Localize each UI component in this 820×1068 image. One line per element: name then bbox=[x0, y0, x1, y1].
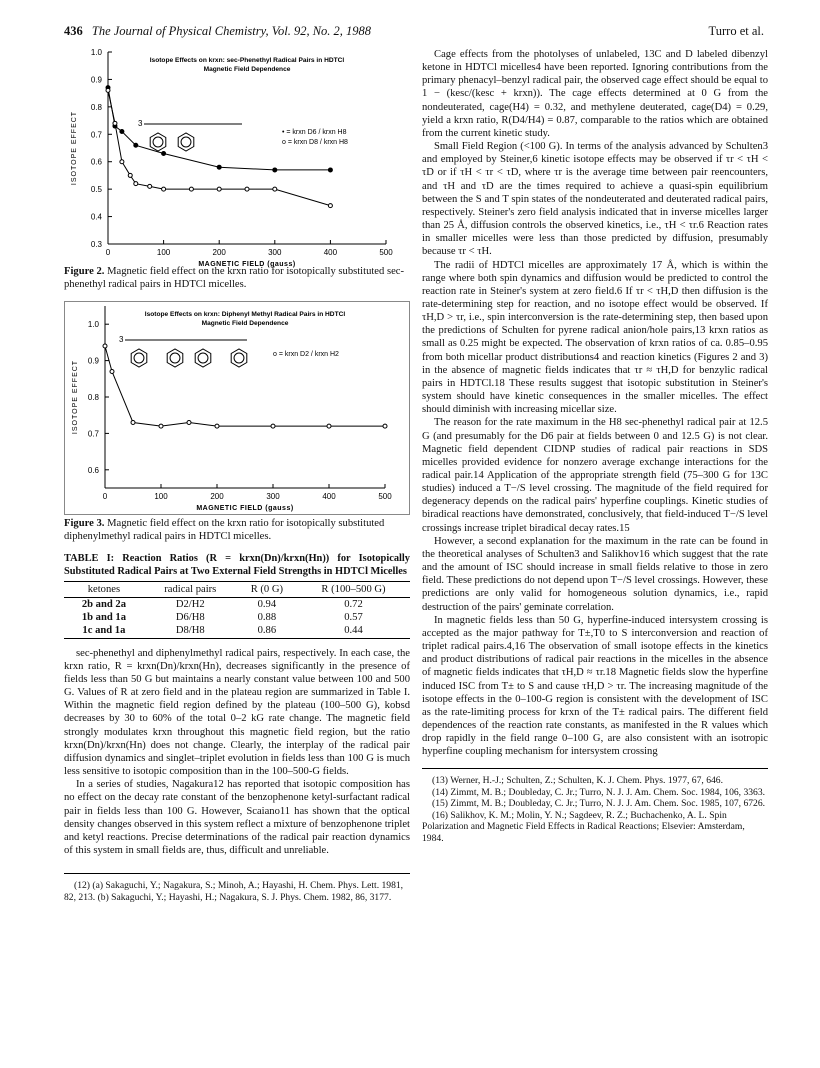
page-number: 436 bbox=[64, 24, 83, 38]
data-point bbox=[128, 173, 132, 177]
data-point bbox=[328, 204, 332, 208]
benzene-ring bbox=[167, 349, 183, 367]
footnote-1: (13) Werner, H.-J.; Schulten, Z.; Schulten, K. J. Chem. Phys. 1977, 67, 646. bbox=[432, 775, 723, 787]
x-tick-label: 500 bbox=[378, 492, 392, 501]
y-axis-label: ISOTOPE EFFECT bbox=[71, 110, 78, 186]
data-point bbox=[189, 187, 193, 191]
right-paragraph-3: The radii of HDTCl micelles are approximately 17 Å, which is within the range where both spin dynamics and diffusion would be predicted to control the reaction rate in Steiner's system at zero field.6 If τr < τH,D then diffusion is the rate-determining step for reaction, and no isotope effect would be observed. If τH,D > τr, i.e., spin interconversion is the rate-determining step, then based upon the predictions of Schulten for pyrene radical anion/hole pairs,13 krxn ratios as small as 0.25 might be expected. The observation of krxn ratios of ca. 0.85–0.95 from both micellar product distributions4 and reaction kinetics (Figures 2 and 3) in the absence of magnetic fields indicates that τr ≈ τH,D for benzylic radical pairs in HDTCl.18 These results suggest that isotopic substitution in Steiner's system should have kinetic consequences in the smaller micelles. The effect should diminish with increasing micellar size. bbox=[422, 259, 768, 416]
right-footnotes bbox=[422, 768, 768, 844]
table-title: TABLE I: Reaction Ratios (R = krxn(Dn)/krxn(Hn)) for Isotopically Substituted Radical Pairs at Two External Field Strengths in HDTCl Micelles bbox=[64, 553, 410, 577]
data-point bbox=[245, 187, 249, 191]
figure-3-caption-label: Figure 3. bbox=[64, 518, 105, 529]
benzene-ring bbox=[178, 133, 194, 151]
data-point bbox=[215, 424, 219, 428]
data-point bbox=[162, 151, 166, 155]
data-point bbox=[120, 160, 124, 164]
x-tick-label: 300 bbox=[266, 492, 280, 501]
table-cell: 0.44 bbox=[297, 624, 410, 638]
table-cell: D6/H8 bbox=[175, 612, 205, 624]
table-cell: 2b and 2a bbox=[81, 599, 126, 611]
data-point bbox=[134, 143, 138, 147]
data-point bbox=[159, 424, 163, 428]
legend-entry: • = krxn D6 / krxn H8 bbox=[282, 129, 347, 136]
legend-entry: o = krxn D8 / krxn H8 bbox=[282, 139, 348, 146]
x-tick-label: 0 bbox=[105, 248, 111, 257]
data-point bbox=[120, 130, 124, 134]
y-tick-label: 1.0 bbox=[90, 48, 102, 57]
y-tick-label: 0.8 bbox=[90, 102, 102, 112]
data-point bbox=[134, 182, 138, 186]
table-cell: 0.88 bbox=[257, 612, 277, 624]
data-point bbox=[110, 370, 114, 374]
figure-3-caption-text: Magnetic field effect on the krxn ratio for isotopically substituted diphenylmethyl radical pairs in HDTCl micelles. bbox=[64, 518, 385, 542]
table-cell: D8/H8 bbox=[144, 624, 237, 638]
right-paragraph-4: The reason for the rate maximum in the H8 sec-phenethyl radical pair at 12.5 G (and presumably for the D6 pair at fields between 0 and 12.5 G) is not clear. Magnetic field dependent CIDNP studies of radical pair reactions in SDS micelles provided evidence for nonzero average exchange interactions for the radical pair.14 Application of the appropriate strength field (75–300 G for 13C studies) induced a T−/S level crossing. The magnitude of the field required for degeneracy depends on the radical pairs' hyperfine couplings. Kinetic studies of biradical reactions have demonstrated, conclusively, that field-induced T−/S level crossings increase triplet biradical decay rates.15 bbox=[422, 417, 768, 534]
figure-2-caption-label: Figure 2. bbox=[64, 266, 105, 277]
chart-title: Isotope Effects on krxn: Diphenyl Methyl Radical Pairs in HDTCl bbox=[144, 311, 346, 318]
table-cell: 0.94 bbox=[257, 599, 277, 611]
table-cell: D2/H2 bbox=[175, 599, 205, 611]
benzene-ring bbox=[231, 349, 247, 367]
table-cell: 0.57 bbox=[344, 612, 363, 624]
data-point bbox=[217, 165, 221, 169]
y-tick-label: 0.5 bbox=[90, 185, 102, 195]
table-cell: 1c and 1a bbox=[64, 624, 144, 638]
benzene-ring bbox=[131, 349, 147, 367]
right-paragraph-2: Small Field Region (<100 G). In terms of the analysis advanced by Schulten3 and employed by Steiner,6 kinetic isotope effects may be observed if τr < τH < τD or if τH < τr < τD, where τr is the average time between pair reencounters, and τH and τD are the times required to achieve a quasi-spin equilibrium between the S and T spin states of the nondeuterated and deuterated radical pairs, respectively. Steiner's zero field analysis indicated that in inverse micelles larger than 25 Å, diffusion controls the observed kinetics, i.e., τH < τr.6 Reaction rates in smaller micelles were less than those predicted by diffusion, presumably because τr < τH. bbox=[422, 141, 768, 258]
benzene-inner-circle bbox=[198, 353, 208, 363]
table-cell: 0.86 bbox=[237, 624, 297, 638]
footnote-2: (14) Zimmt, M. B.; Doubleday, C. Jr.; Turro, N. J. J. Am. Chem. Soc. 1984, 106, 3363. bbox=[432, 786, 766, 798]
left-column bbox=[64, 48, 410, 903]
footnote-1: (12) (a) Sakaguchi, Y.; Nagakura, S.; Minoh, A.; Hayashi, H. Chem. Phys. Lett. 1981, 82, 213. (b) Sakaguchi, Y.; Hayashi, H.; Nagakura, S. J. Phys. Chem. 1982, 86, 3177. bbox=[64, 880, 404, 903]
benzene-ring bbox=[150, 133, 166, 151]
benzene-inner-circle bbox=[153, 137, 163, 147]
running-author: Turro et al. bbox=[708, 24, 764, 38]
chart-subtitle: Magnetic Field Dependence bbox=[201, 320, 289, 327]
right-column bbox=[422, 48, 768, 844]
data-point bbox=[131, 420, 135, 424]
structure-label: 3 bbox=[138, 119, 143, 128]
data-point bbox=[187, 420, 191, 424]
benzene-inner-circle bbox=[170, 353, 180, 363]
left-footnotes bbox=[64, 873, 410, 903]
table-header-4: R (100–500 G) bbox=[297, 582, 410, 598]
x-axis-label: MAGNETIC FIELD (gauss) bbox=[196, 505, 294, 512]
x-tick-label: 100 bbox=[156, 248, 171, 257]
figure-3-caption bbox=[64, 517, 410, 543]
left-body-text bbox=[64, 647, 410, 858]
data-point bbox=[327, 424, 331, 428]
figure-2-caption-text: Magnetic field effect on the krxn ratio for isotopically substituted sec-phenethyl radical pairs in HDTCl micelles. bbox=[64, 266, 405, 290]
right-paragraph-1: Cage effects from the photolyses of unlabeled, 13C and D labeled dibenzyl ketone in HDTCl micelles4 have been reported. Ignoring contributions from the primary phenacyl–benzyl radical pair, the observed cage effect should be equal to 1 − (kesc/(kesc + krxn)). The cage effects determined at 0 G from the nondeuterated, cage(H4) = 0.32, and methylene deuterated, cage(D4) = 0.29, yield a krxn ratio, R(D4/H4) = 0.87, comparable to the ratios which are obtained from the current kinetic study. bbox=[422, 49, 768, 139]
data-point bbox=[217, 187, 221, 191]
footnote-3: (15) Zimmt, M. B.; Doubleday, C. Jr.; Turro, N. J. J. Am. Chem. Soc. 1985, 107, 6726. bbox=[432, 798, 766, 810]
x-tick-label: 200 bbox=[212, 248, 226, 257]
legend-entry: o = krxn D2 / krxn H2 bbox=[273, 351, 339, 358]
table-header-1: ketones bbox=[64, 582, 144, 598]
x-tick-label: 200 bbox=[210, 492, 224, 501]
table-cell: 0.72 bbox=[344, 599, 363, 611]
table-header-3: R (0 G) bbox=[237, 582, 297, 598]
y-tick-label: 0.6 bbox=[90, 157, 102, 167]
data-point bbox=[273, 187, 277, 191]
data-point bbox=[103, 344, 107, 348]
table-cell: 1b and 1a bbox=[81, 612, 126, 624]
right-body-text bbox=[422, 48, 768, 758]
data-point bbox=[148, 184, 152, 188]
table-1 bbox=[64, 581, 410, 639]
data-point bbox=[328, 168, 332, 172]
benzene-ring bbox=[195, 349, 211, 367]
y-tick-label: 0.8 bbox=[87, 393, 99, 402]
figure-2-chart bbox=[64, 48, 410, 268]
x-tick-label: 0 bbox=[102, 492, 108, 501]
table-row bbox=[64, 598, 410, 612]
table-header-2: radical pairs bbox=[144, 582, 237, 598]
data-point bbox=[106, 88, 110, 92]
benzene-inner-circle bbox=[234, 353, 244, 363]
journal-title: The Journal of Physical Chemistry, Vol. 92, No. 2, 1988 bbox=[91, 24, 372, 38]
y-tick-label: 0.9 bbox=[87, 356, 99, 366]
structure-label: 3 bbox=[119, 335, 124, 344]
data-point bbox=[273, 168, 277, 172]
data-point bbox=[113, 121, 117, 125]
benzene-inner-circle bbox=[134, 353, 144, 363]
right-paragraph-5: However, a second explanation for the maximum in the rate can be found in the theoretical analyses of Schulten3 and Salikhov16 which suggest that the rate and the amount of ISC should increase in small fields relative to those in zero field. These predictions do not depend upon T−/S level crossings. However, these predictions are only valid for homogeneous solution dynamics, i.e., rapid destruction of the pairs' geminate correlation. bbox=[422, 535, 768, 613]
y-tick-label: 0.3 bbox=[90, 240, 102, 249]
data-point bbox=[271, 424, 275, 428]
y-tick-label: 0.7 bbox=[90, 130, 102, 140]
figure-3 bbox=[64, 301, 410, 515]
footnote-4: (16) Salikhov, K. M.; Molin, Y. N.; Sagdeev, R. Z.; Buchachenko, A. L. Spin Polarization and Magnetic Field Effects in Radical Reactions; Elsevier: Amsterdam, 1984. bbox=[422, 809, 745, 844]
x-tick-label: 400 bbox=[322, 492, 336, 501]
x-tick-label: 500 bbox=[379, 248, 393, 257]
right-paragraph-6: In magnetic fields less than 50 G, hyperfine-induced intersystem crossing is accepted as the major pathway for T±,T0 to S interconversion and reaction of triplet radical pairs.4,16 The observation of small isotope effects in the kinetics and product distributions of radical pair reactions in the micelles in the absence of magnetic fields indicates that τH,D ≈ τr.18 Magnetic fields slow the hyperfine induced ISC from T± to S and cause τH,D > τr. The increasing magnitude of the isotope effects in the 0–100-G region is consistent with the development of ISC as the rate-limiting process for krxn of the T± radical pairs. The different field dependences of the reaction rate constants, as manifested in the R values which drop rapidly in the field range 0–100 G, are also consistent with an isotropic hyperfine coupling mechanism for intersystem crossing bbox=[422, 614, 768, 758]
figure-2-caption bbox=[64, 265, 410, 291]
y-tick-label: 0.6 bbox=[87, 465, 99, 475]
table-row bbox=[64, 624, 410, 638]
chart-title: Isotope Effects on krxn: sec-Phenethyl Radical Pairs in HDTCl bbox=[149, 57, 345, 64]
left-paragraph-1: sec-phenethyl and diphenylmethyl radical pairs, respectively. In each case, the krxn ratio, R = krxn(Dn)/krxn(Hn), decreases significantly in the presence of fields less than 50 G but maintains a nearly constant value between 100 and 500 G. Values of R at zero field and in the plateau region are summarized in Table I. Within the magnetic field region defined by the plateau (100–500 G), kobsd decreases by 30 to 60% of the total 0–2 kG rate change. The magnetic field strongly modulates krxn throughout this magnetic field region, but the ratio krxn(Dn)/krxn(Hn) does not change. Clearly, the interplay of the radical pair diffusion dynamics and singlet–triplet evolution in fields less than 100 G is much less sensitive to isotopic composition than in the 100–500-G fields. bbox=[64, 647, 410, 778]
x-axis-label: MAGNETIC FIELD (gauss) bbox=[198, 261, 296, 268]
y-tick-label: 0.4 bbox=[90, 212, 102, 222]
figure-2 bbox=[64, 48, 410, 268]
table-row bbox=[64, 611, 410, 624]
x-tick-label: 400 bbox=[323, 248, 338, 257]
x-tick-label: 300 bbox=[268, 248, 282, 257]
y-axis-label: ISOTOPE EFFECT bbox=[72, 359, 79, 435]
page-header bbox=[64, 24, 764, 42]
data-point bbox=[162, 187, 166, 191]
y-tick-label: 0.7 bbox=[87, 429, 99, 439]
figure-3-chart bbox=[65, 302, 409, 514]
y-tick-label: 0.9 bbox=[90, 75, 102, 85]
x-tick-label: 100 bbox=[154, 492, 168, 501]
y-tick-label: 1.0 bbox=[87, 320, 99, 330]
benzene-inner-circle bbox=[181, 137, 191, 147]
data-point bbox=[383, 424, 387, 428]
left-paragraph-2: In a series of studies, Nagakura12 has reported that isotopic composition has no effect on the decay rate constant of the benzophenone ketyl-surfactant radical pair in fields less than 100 G. However, Scaiano11 has shown that the optical density changes observed in this system reflect a mixture of benzophenone triplet and ketyl reactions. Precise determinations of the radical pair reaction dynamics of this system in small fields are, thus, difficult and unreliable. bbox=[64, 779, 410, 856]
chart-subtitle: Magnetic Field Dependence bbox=[203, 66, 291, 73]
